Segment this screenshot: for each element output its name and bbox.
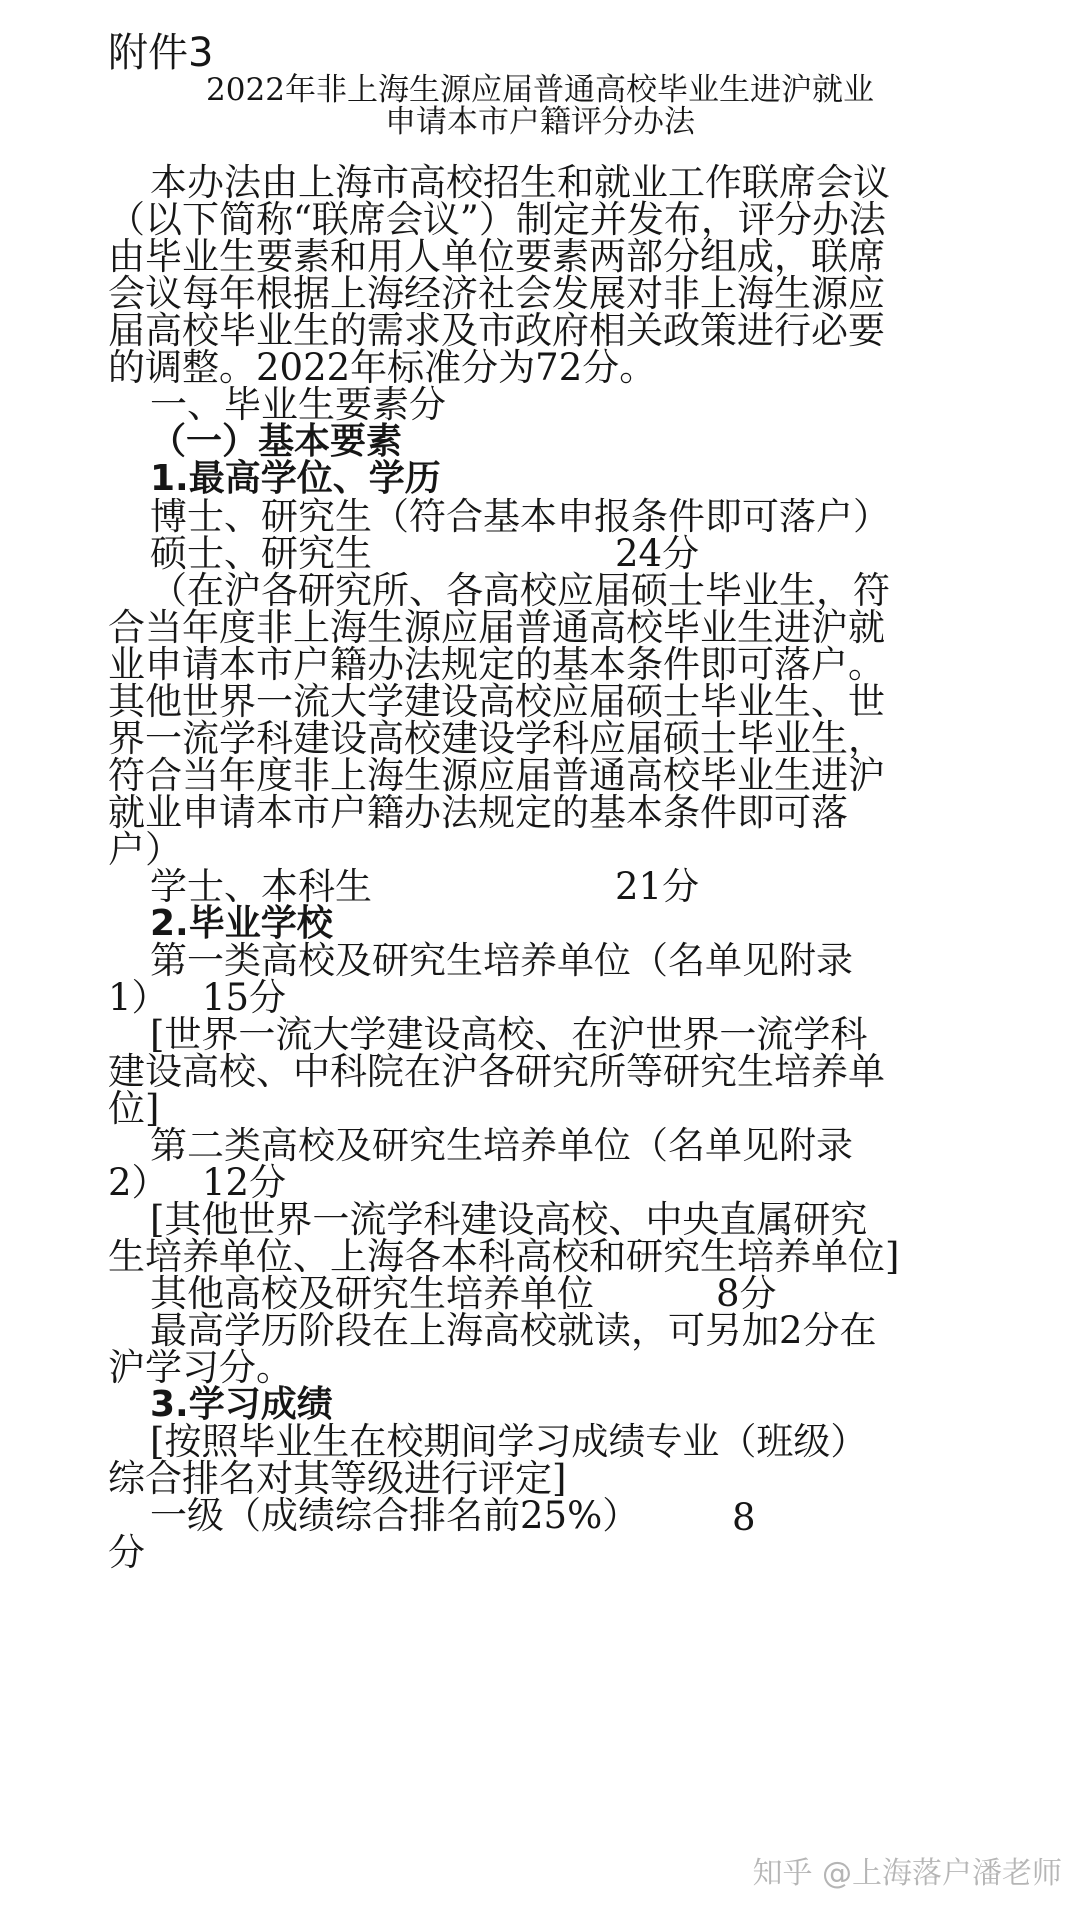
- level1-label: 一级（成绩综合排名前25%）: [150, 1494, 640, 1537]
- intro-line: 由毕业生要素和用人单位要素两部分组成，联席: [108, 235, 885, 278]
- attachment-label: 附件3: [108, 30, 214, 76]
- other-schools-score: 8分: [716, 1272, 777, 1315]
- class1-note-line: [世界一流大学建设高校、在沪世界一流学科: [150, 1013, 868, 1056]
- intro-line: 本办法由上海市高校招生和就业工作联席会议: [150, 161, 890, 204]
- section-heading: 一、毕业生要素分: [150, 383, 446, 426]
- doctor-line: 博士、研究生（符合基本申报条件即可落户）: [150, 495, 890, 538]
- level1-score-unit: 分: [108, 1531, 145, 1574]
- master-note-line: 就业申请本市户籍办法规定的基本条件即可落: [108, 791, 848, 834]
- bachelor-label: 学士、本科生: [150, 865, 372, 908]
- intro-line: （以下简称“联席会议”）制定并发布，评分办法: [108, 198, 886, 241]
- master-score: 24分: [615, 532, 700, 575]
- intro-line: 会议每年根据上海经济社会发展对非上海生源应: [108, 272, 885, 315]
- subsection-heading: （一）基本要素: [150, 421, 403, 462]
- item-heading: 2.毕业学校: [150, 903, 333, 944]
- item-heading: 3.学习成绩: [150, 1384, 333, 1425]
- master-note-line: 其他世界一流大学建设高校应届硕士毕业生、世: [108, 680, 885, 723]
- level1-score: 8: [732, 1496, 756, 1539]
- class1-line-prefix: 1）: [108, 976, 169, 1019]
- class1-note-line: 位]: [108, 1087, 160, 1130]
- watermark: 知乎 @上海落户潘老师: [752, 1856, 1062, 1891]
- master-note-line: 户）: [108, 828, 182, 871]
- class1-score: 15分: [202, 976, 287, 1019]
- master-note-line: （在沪各研究所、各高校应届硕士毕业生，符: [150, 569, 890, 612]
- master-note-line: 业申请本市户籍办法规定的基本条件即可落户。: [108, 643, 885, 686]
- document-title-line1: 2022年非上海生源应届普通高校毕业生进沪就业: [206, 72, 874, 108]
- intro-line: 的调整。2022年标准分为72分。: [108, 346, 657, 389]
- bonus-line: 沪学习分。: [108, 1346, 293, 1389]
- class2-line: 第二类高校及研究生培养单位（名单见附录: [150, 1124, 853, 1167]
- grade-note-line: 综合排名对其等级进行评定]: [108, 1457, 567, 1500]
- intro-line: 届高校毕业生的需求及市政府相关政策进行必要: [108, 309, 885, 352]
- master-note-line: 合当年度非上海生源应届普通高校毕业生进沪就: [108, 606, 885, 649]
- class1-note-line: 建设高校、中科院在沪各研究所等研究生培养单: [108, 1050, 885, 1093]
- master-note-line: 符合当年度非上海生源应届普通高校毕业生进沪: [108, 754, 885, 797]
- document-title-line2: 申请本市户籍评分办法: [385, 104, 695, 140]
- master-note-line: 界一流学科建设高校建设学科应届硕士毕业生，: [108, 717, 885, 760]
- class1-line: 第一类高校及研究生培养单位（名单见附录: [150, 939, 853, 982]
- item-heading: 1.最高学位、学历: [150, 458, 441, 499]
- bachelor-score: 21分: [615, 865, 700, 908]
- bonus-line: 最高学历阶段在上海高校就读，可另加2分在: [150, 1309, 877, 1352]
- grade-note-line: [按照毕业生在校期间学习成绩专业（班级）: [150, 1420, 868, 1463]
- master-label: 硕士、研究生: [150, 532, 372, 575]
- class2-note-line: 生培养单位、上海各本科高校和研究生培养单位]: [108, 1235, 900, 1278]
- class2-score: 12分: [202, 1161, 287, 1204]
- class2-line-prefix: 2）: [108, 1161, 169, 1204]
- other-schools-label: 其他高校及研究生培养单位: [150, 1272, 594, 1315]
- class2-note-line: [其他世界一流学科建设高校、中央直属研究: [150, 1198, 868, 1241]
